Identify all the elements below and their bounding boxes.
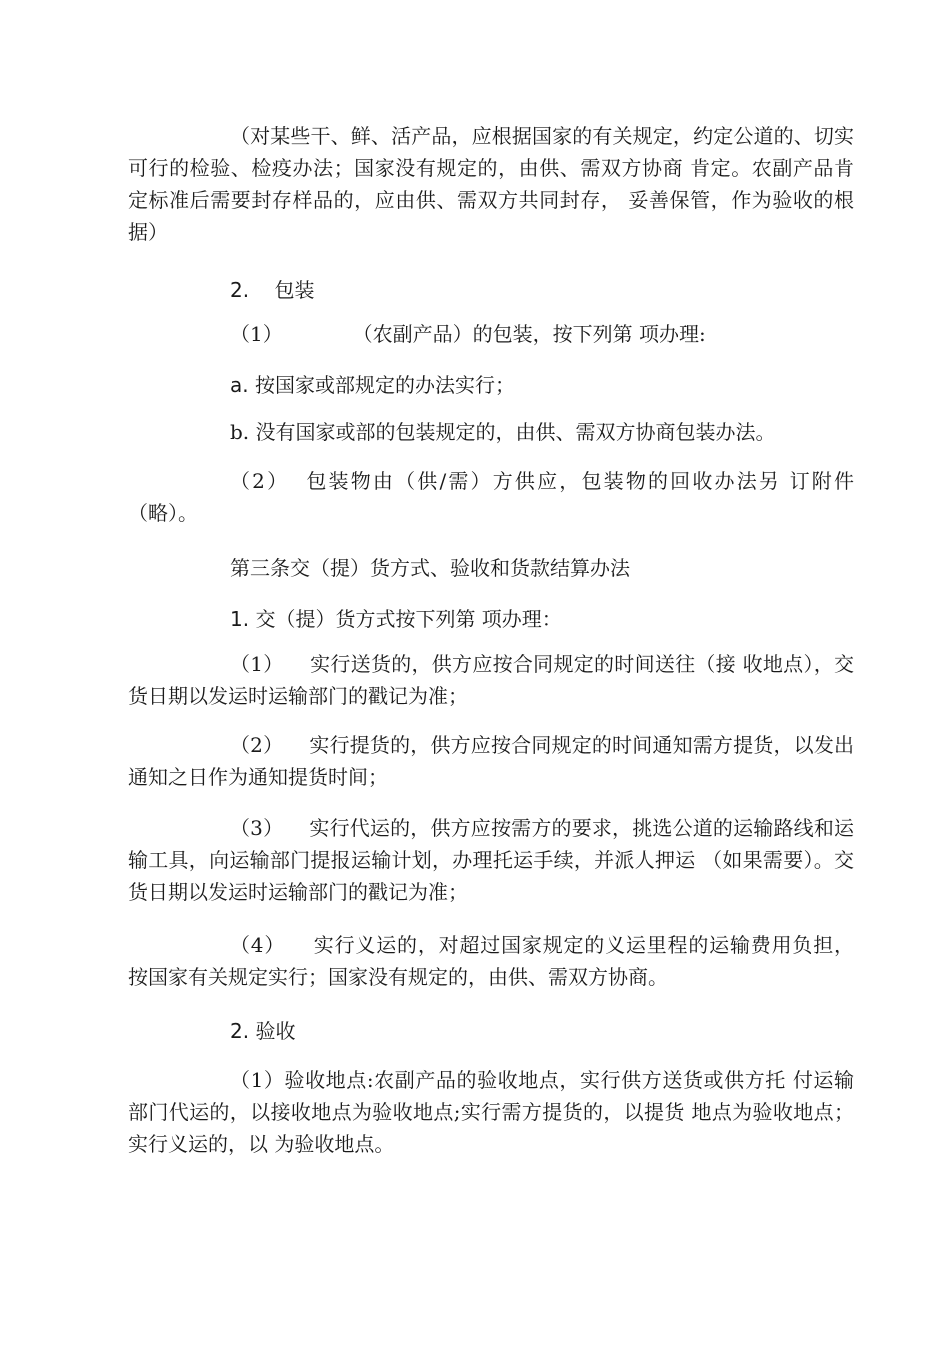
paragraph-delivery-4: （4） 实行义运的，对超过国家规定的义运里程的运输费用负担， 按国家有关规定实行；国家没有规定的，由供、需双方协商。: [128, 933, 861, 989]
paragraph-acceptance-1: （1）验收地点:农副产品的验收地点，实行供方送货或供方托 付运输部门代运的，以接收地点为验收地点;实行需方提货的，以提货 地点为验收地点；实行义运的，以 为验收地点。: [128, 1068, 854, 1156]
article-three-heading: 第三条交（提）货方式、验收和货款结算办法: [230, 556, 630, 580]
delivery-method-heading: 1. 交（提）货方式按下列第 项办理：: [230, 607, 562, 631]
paragraph-packaging-1: （1） （农副产品）的包装，按下列第 项办理:: [230, 322, 706, 346]
paragraph-delivery-2: （2） 实行提货的，供方应按合同规定的时间通知需方提货，以发出通知之日作为通知提货时间；: [128, 733, 854, 789]
paragraph-delivery-1: （1） 实行送货的，供方应按合同规定的时间送往（接 收地点），交货日期以发运时运输部门的戳记为准；: [128, 652, 854, 708]
paragraph-delivery-3: （3） 实行代运的，供方应按需方的要求，挑选公道的运输路线和运输工具，向运输部门提报运输计划，办理托运手续，并派人押运 （如果需要）。交货日期以发运时运输部门的戳记为准；: [128, 816, 854, 904]
paragraph-inspection-note: （对某些干、鲜、活产品，应根据国家的有关规定，约定公道的、切实可行的检验、检疫办法；国家没有规定的，由供、需双方协商 肯定。农副产品肯定标准后需要封存样品的，应由供、需双方共同封存， 妥善保管，作为验收的根据）: [128, 124, 854, 244]
list-item-b: b. 没有国家或部的包装规定的，由供、需双方协商包装办法。: [230, 420, 776, 444]
section-heading-packaging: 2. 包装: [230, 278, 315, 302]
list-item-a: a. 按国家或部规定的办法实行；: [230, 373, 515, 397]
paragraph-packaging-2: （2） 包装物由（供/需）方供应，包装物的回收办法另 订附件（略）。: [128, 469, 854, 525]
section-heading-acceptance: 2. 验收: [230, 1019, 296, 1043]
